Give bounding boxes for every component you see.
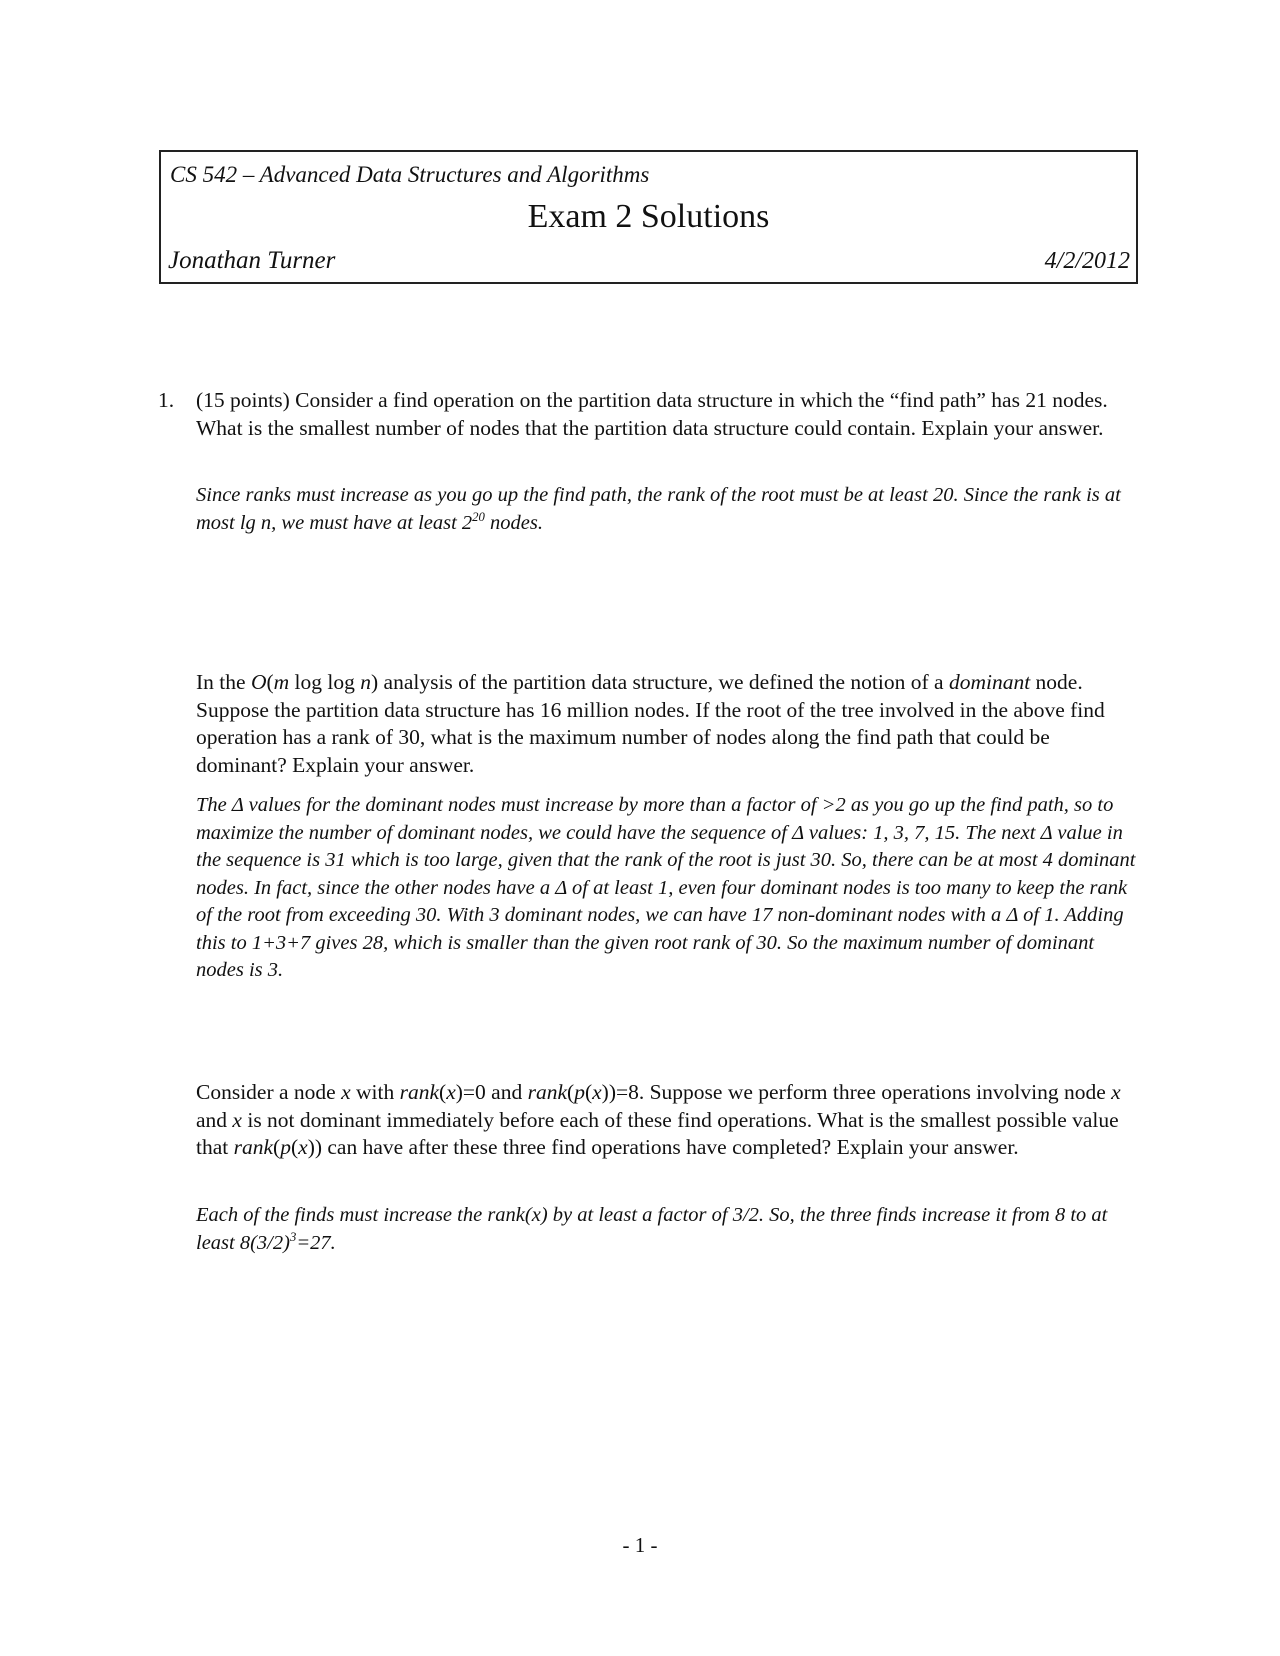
math-symbol: x — [592, 1080, 602, 1104]
math-symbol: p — [280, 1135, 291, 1159]
math-symbol: rank — [527, 1080, 568, 1104]
question-text: ( — [439, 1080, 447, 1104]
exam-date: 4/2/2012 — [1044, 248, 1130, 274]
question-text: ))=8. Suppose we perform three operations involving node — [601, 1080, 1112, 1104]
answer-text: Each of the finds must increase the rank(x) by at least a factor of 3/2. So, the three finds increase it from 8 to at least 8(3/2) — [196, 1204, 1108, 1254]
problem-number: 1. — [158, 388, 175, 412]
part-2-question — [196, 669, 1136, 779]
problem-1-answer — [196, 482, 1136, 537]
exam-header — [159, 150, 1138, 284]
question-text: ( — [266, 670, 274, 694]
part-2-answer — [196, 792, 1136, 985]
answer-text: The Δ values for the dominant nodes must increase by more than a factor of >2 as you go up the find path, so to maximize the number of dominant nodes, we could have the sequence of Δ values: 1, 3, 7, 15. The next Δ value in the sequence is 31 which is too large, given that the rank of the root is just 30. So, there can be at most 4 dominant nodes. In fact, since the other nodes have a Δ of at least 1, even four dominant nodes is too many to keep the rank of the root from exceeding 30. With 3 dominant nodes, we can have 17 non-dominant nodes with a Δ of 1. Adding this to 1+3+7 gives 28, which is smaller than the given root rank of 30. So the maximum number of dominant nodes is 3. — [196, 794, 1136, 981]
math-symbol: x — [232, 1107, 242, 1132]
part-3-question — [196, 1079, 1136, 1162]
part-3-answer — [196, 1202, 1136, 1257]
math-symbol: O — [250, 670, 267, 694]
question-text: (15 points) Consider a find operation on the partition data structure in which the “find path” has 21 nodes. What is the smallest number of nodes that the partition data structure could contain. Explain your answer. — [196, 388, 1108, 440]
answer-text: =27. — [296, 1231, 336, 1254]
question-text: with — [350, 1080, 400, 1104]
page-number: - 1 - — [622, 1533, 658, 1557]
question-text: ( — [567, 1080, 575, 1104]
question-text: )=0 and — [455, 1080, 528, 1104]
question-text: ( — [584, 1080, 593, 1104]
question-text: Consider a node — [196, 1080, 342, 1104]
problem-1-question — [196, 387, 1136, 442]
question-text: )) can have after these three find operations have completed? Explain your answer. — [307, 1135, 1019, 1159]
math-symbol: rank — [399, 1080, 440, 1104]
question-text: ( — [273, 1135, 281, 1159]
math-symbol: m — [273, 670, 290, 694]
author-name: Jonathan Turner — [168, 247, 336, 274]
exponent: 20 — [472, 509, 485, 524]
math-symbol: p — [574, 1080, 585, 1104]
question-text: ) analysis of the partition data structure, we defined the notion of a — [371, 670, 949, 694]
course-title: CS 542 – Advanced Data Structures and Algorithms — [170, 162, 650, 187]
math-symbol: rank — [233, 1135, 274, 1159]
question-text: and — [196, 1107, 233, 1132]
question-text: is not dominant immediately before each of these find operations. What is the smallest possible value that — [196, 1107, 1119, 1159]
question-text: In the — [196, 670, 251, 694]
answer-text: nodes. — [484, 511, 543, 534]
math-symbol: x — [446, 1080, 456, 1104]
math-symbol: n — [360, 670, 371, 694]
question-text: node. Suppose the partition data structure has 16 million nodes. If the root of the tree involved in the above find operation has a rank of 30, what is the maximum number of nodes along the find path that could be dominant? Explain your answer. — [196, 670, 1105, 777]
exponent: 3 — [289, 1229, 297, 1244]
emphasized-term: dominant — [948, 670, 1031, 694]
math-symbol: x — [298, 1135, 308, 1159]
page-title: Exam 2 Solutions — [527, 198, 770, 235]
answer-text: Since ranks must increase as you go up the find path, the rank of the root must be at least 20. Since the rank is at most lg n, we must have at least 2 — [196, 484, 1121, 534]
question-text: ( — [290, 1135, 299, 1159]
math-symbol: x — [1111, 1080, 1121, 1104]
question-text: log log — [289, 670, 361, 694]
math-symbol: x — [341, 1080, 351, 1104]
